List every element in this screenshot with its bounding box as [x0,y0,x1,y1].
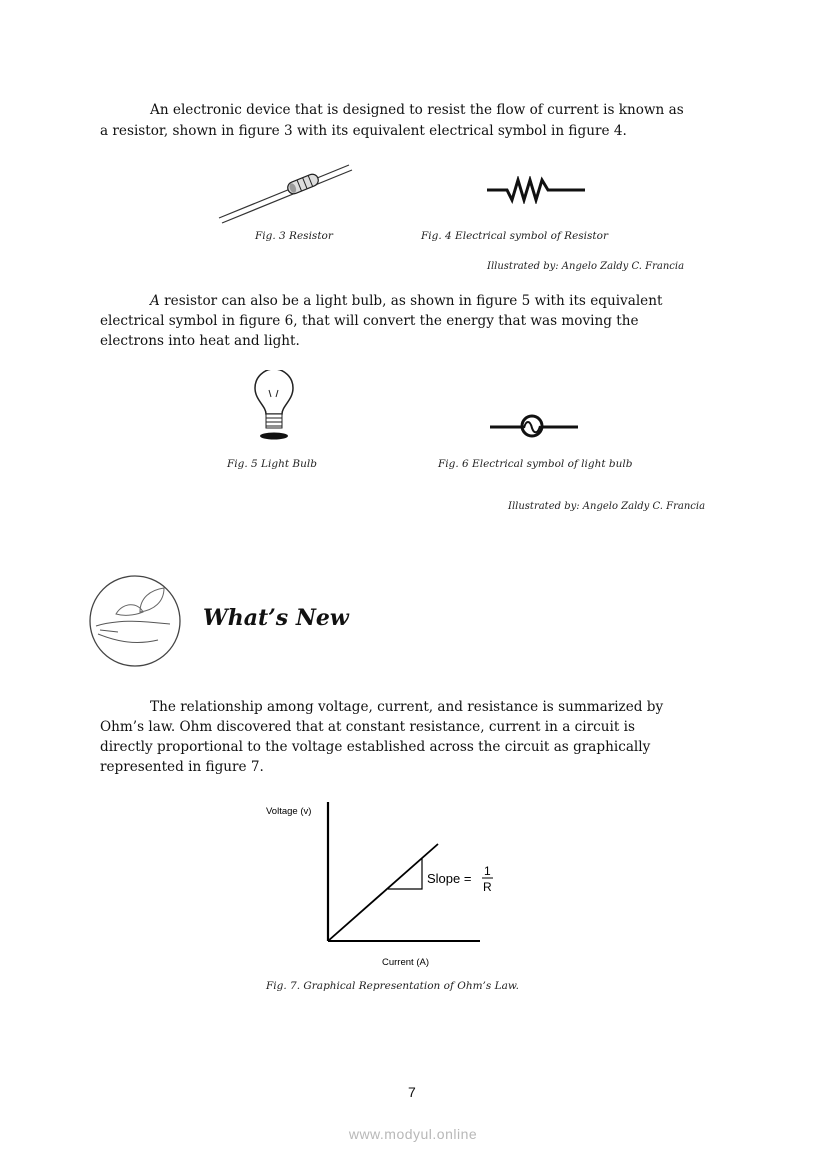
fig5-caption: Fig. 5 Light Bulb [227,458,317,470]
fig6-caption: Fig. 6 Electrical symbol of light bulb [438,458,633,470]
paragraph2-line: electrical symbol in figure 6, that will convert the energy that was moving the [100,313,639,329]
fig7-caption: Fig. 7. Graphical Representation of Ohm’s Law. [266,980,519,992]
illustration-credit: Illustrated by: Angelo Zaldy C. Francia [508,501,706,512]
page-number: 7 [408,1084,416,1100]
section-heading: What’s New [203,605,349,631]
paragraph3-line: Ohm’s law. Ohm discovered that at constant resistance, current in a circuit is [100,719,635,735]
y-axis-label: Voltage (v) [266,806,312,817]
resistor-illustration [215,162,355,226]
slope-numerator: 1 [484,864,491,878]
plant-in-hand-icon [88,574,182,668]
paragraph3-line: represented in figure 7. [100,759,264,775]
paragraph3-line: The relationship among voltage, current, and resistance is summarized by [150,699,664,715]
illustration-credit: Illustrated by: Angelo Zaldy C. Francia [487,261,685,272]
paragraph1-line: An electronic device that is designed to resist the flow of current is known as [150,102,684,118]
resistor-symbol [485,176,589,204]
paragraph1-line: a resistor, shown in figure 3 with its equivalent electrical symbol in figure 4. [100,123,627,139]
slope-denominator: R [483,880,492,894]
fig4-caption: Fig. 4 Electrical symbol of Resistor [421,230,608,242]
paragraph2-text: resistor can also be a light bulb, as shown in figure 5 with its equivalent [159,293,663,309]
slope-label: Slope = [427,871,472,886]
watermark: www.modyul.online [348,1126,478,1142]
x-axis-label: Current (A) [382,957,429,968]
italic-a: A [150,293,160,309]
light-bulb-illustration [250,370,300,444]
paragraph3-line: directly proportional to the voltage established across the circuit as graphically [100,739,651,755]
light-bulb-symbol [488,410,582,442]
paragraph2-line: electrons into heat and light. [100,333,300,349]
fig3-caption: Fig. 3 Resistor [255,230,333,242]
ohms-law-chart [250,795,530,975]
paragraph2-line [150,291,662,311]
